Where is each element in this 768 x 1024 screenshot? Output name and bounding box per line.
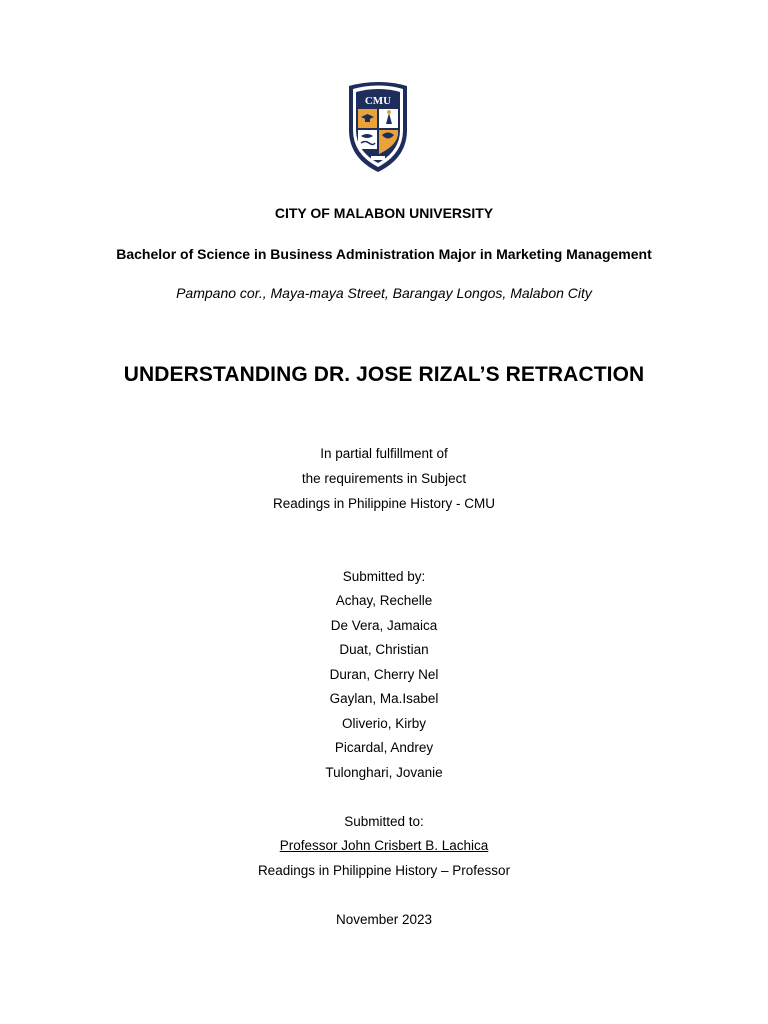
student-name: Duat, Christian [339, 642, 429, 657]
student-name: Tulonghari, Jovanie [325, 765, 443, 780]
university-logo [345, 80, 411, 174]
professor-role: Readings in Philippine History – Professor [257, 863, 511, 878]
program-name: Bachelor of Science in Business Administration Major in Marketing Management [116, 246, 652, 262]
professor-name: Professor John Crisbert B. Lachica [279, 838, 489, 853]
fulfillment-line: In partial fulfillment of [320, 446, 448, 461]
student-name: Oliverio, Kirby [341, 716, 427, 731]
crest-icon [345, 80, 411, 174]
submitted-to-label: Submitted to: [344, 814, 424, 829]
student-name: Duran, Cherry Nel [329, 667, 439, 682]
university-address: Pampano cor., Maya-maya Street, Barangay Longos, Malabon City [176, 285, 592, 301]
crest-text: CMU [364, 95, 392, 107]
document-title: UNDERSTANDING DR. JOSE RIZAL’S RETRACTION [123, 363, 645, 386]
submission-date: November 2023 [335, 912, 433, 927]
student-name: De Vera, Jamaica [330, 618, 438, 633]
university-name: CITY OF MALABON UNIVERSITY [274, 205, 494, 221]
fulfillment-line: the requirements in Subject [301, 471, 467, 486]
student-name: Picardal, Andrey [334, 740, 434, 755]
submitted-by-label: Submitted by: [342, 569, 426, 584]
student-name: Gaylan, Ma.Isabel [329, 691, 439, 706]
student-name: Achay, Rechelle [335, 593, 433, 608]
fulfillment-line: Readings in Philippine History - CMU [272, 496, 496, 511]
professor-name-line [0, 838, 768, 853]
